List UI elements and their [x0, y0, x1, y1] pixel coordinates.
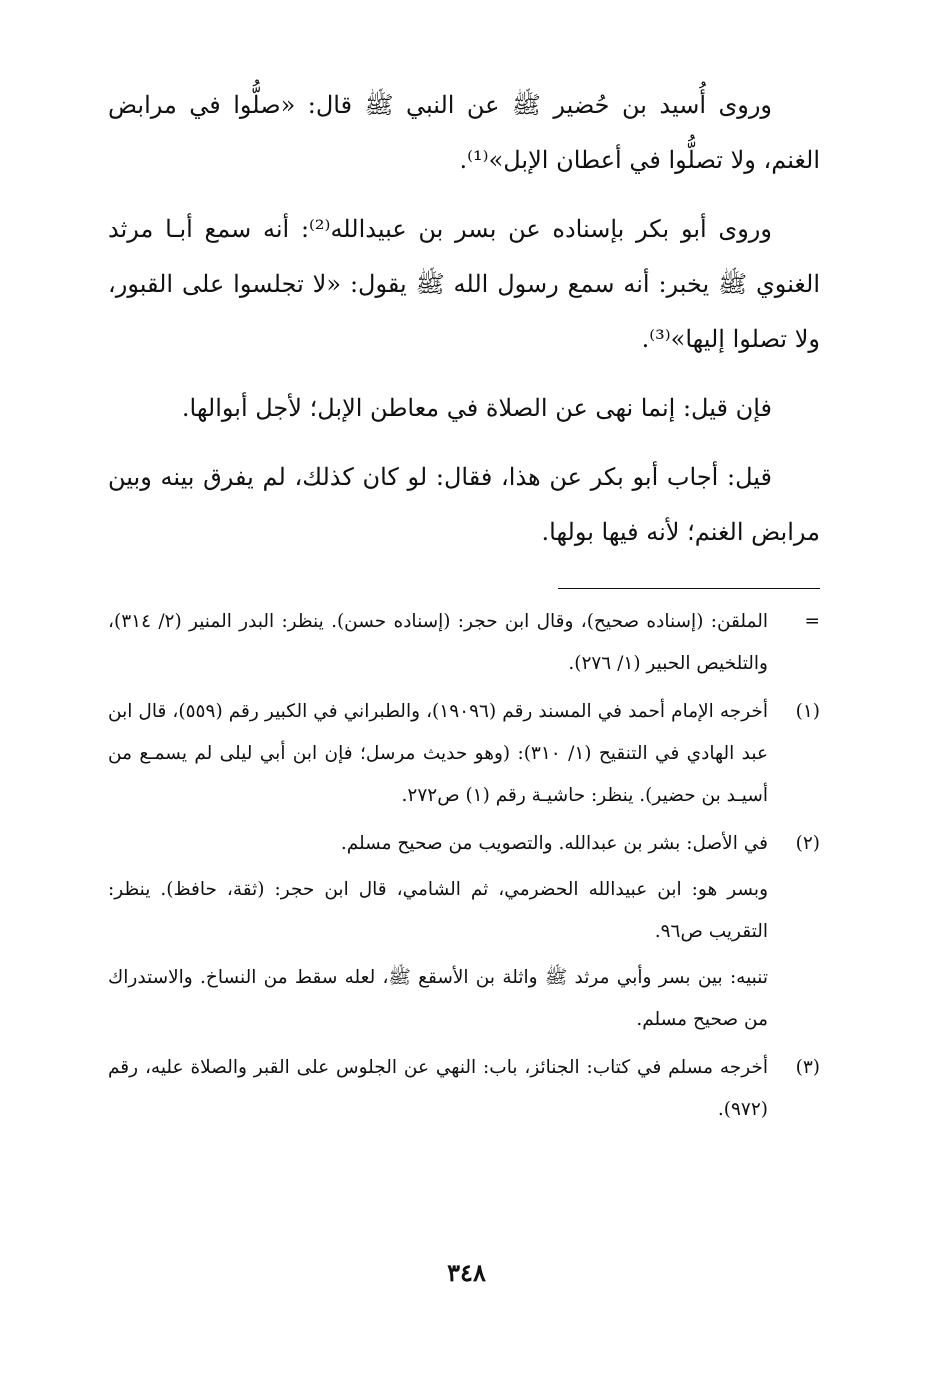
page-number: ٣٤٨: [447, 1258, 486, 1287]
footnote-continuation: [108, 601, 820, 685]
footnote-text: أخرجه الإمام أحمد في المسند رقم (١٩٠٩٦)، والطبراني في الكبير رقم (٥٥٩)، قال ابن عبد الهادي في التنقيح (١/ ٣١٠): (وهو حديث مرسل؛ فإن ابن أبي ليلى لم يسمـع من أسيـد بن حضير). ينظر: حاشيـة رقم (١) ص٢٧٢.: [108, 701, 769, 806]
footnote-number: (٣): [795, 1057, 820, 1078]
footnote-text: وبسر هو: ابن عبيدالله الحضرمي، ثم الشامي، قال ابن حجر: (ثقة، حافظ). ينظر: التقريب ص٩٦.: [108, 879, 768, 942]
footnote-marker: =: [804, 611, 820, 632]
page-content: [108, 78, 820, 1137]
footnote-number: (١): [795, 701, 820, 722]
paragraph-2: وروى أبو بكر بإسناده عن بسر بن عبيدالله⁽²⁾: أنه سمع أبـا مرثد الغنوي ﷺ يخبر: أنه سمع رسول الله ﷺ يقول: «لا تجلسوا على القبور، ولا تصلوا إليها»⁽³⁾.: [108, 215, 820, 353]
footnote-text: الملقن: (إسناده صحيح)، وقال ابن حجر: (إسناده حسن). ينظر: البدر المنير (٢/ ٣١٤)، والتلخيص الحبير (١/ ٢٧٦).: [108, 611, 768, 674]
paragraph-1: وروى أُسيد بن حُضير ﷺ عن النبي ﷺ قال: «صلُّوا في مرابض الغنم، ولا تصلُّوا في أعطان الإبل»⁽¹⁾.: [108, 91, 820, 174]
footnote-3: [108, 1047, 820, 1131]
footnote-2: [108, 823, 820, 1041]
paragraph-3: فإن قيل: إنما نهى عن الصلاة في معاطن الإبل؛ لأجل أبوالها.: [181, 394, 772, 422]
footnote-number: (٢): [795, 833, 820, 854]
footnote-separator: [558, 588, 820, 589]
paragraph-4: قيل: أجاب أبو بكر عن هذا، فقال: لو كان كذلك، لم يفرق بينه وبين مرابض الغنم؛ لأنه فيها بولها.: [108, 463, 820, 546]
main-text: [108, 78, 820, 560]
footnote-1: [108, 691, 820, 817]
footnote-text: تنبيه: بين بسر وأبي مرثد ﷺ واثلة بن الأسقع ﷺ، لعله سقط من النساخ. والاستدراك من صحيح مسلم.: [108, 967, 768, 1030]
footnotes: [108, 601, 820, 1131]
footnote-text: في الأصل: بشر بن عبدالله. والتصويب من صحيح مسلم.: [340, 833, 768, 854]
footnote-text: أخرجه مسلم في كتاب: الجنائز، باب: النهي عن الجلوس على القبر والصلاة عليه، رقم (٩٧٢).: [108, 1057, 768, 1120]
